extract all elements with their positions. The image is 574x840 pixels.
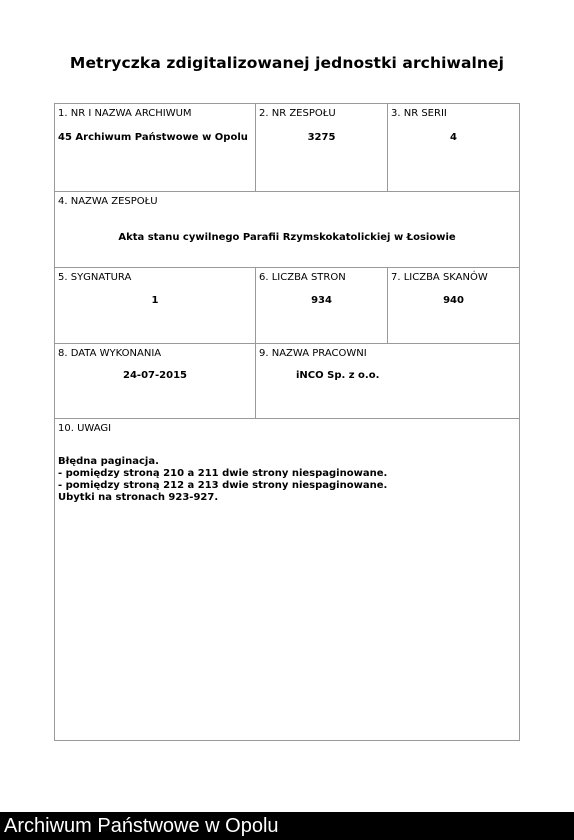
- series-number-value: 4: [450, 132, 457, 143]
- fond-number-cell: [256, 104, 387, 191]
- notes-label: 10. UWAGI: [58, 423, 112, 434]
- signature-cell: [55, 268, 255, 343]
- notes-cell: [55, 419, 519, 740]
- series-number-cell: [388, 104, 519, 191]
- archive-footer-bar: [0, 812, 574, 840]
- notes-line: Ubytki na stronach 923-927.: [58, 492, 219, 503]
- signature-label: 5. SYGNATURA: [58, 272, 132, 283]
- signature-value: 1: [151, 295, 159, 306]
- notes-text: [58, 456, 387, 504]
- metadata-form: [54, 103, 520, 741]
- scan-count-cell: [388, 268, 519, 343]
- notes-line: - pomiędzy stroną 212 a 213 dwie strony niespaginowane.: [58, 480, 388, 491]
- footer-text: Archiwum Państwowe w Opolu: [4, 815, 279, 837]
- studio-cell: [256, 344, 519, 418]
- fond-number-value: 3275: [307, 132, 336, 143]
- scan-count-value: 940: [443, 295, 464, 306]
- notes-line: Błędna paginacja.: [58, 456, 159, 467]
- page-count-label: 6. LICZBA STRON: [259, 272, 346, 283]
- archive-value: 45 Archiwum Państwowe w Opolu: [58, 132, 248, 143]
- date-label: 8. DATA WYKONANIA: [58, 348, 162, 359]
- archive-cell: [55, 104, 255, 191]
- date-cell: [55, 344, 255, 418]
- notes-line: - pomiędzy stroną 210 a 211 dwie strony niespaginowane.: [58, 468, 388, 479]
- page-count-value: 934: [311, 295, 332, 306]
- studio-value: iNCO Sp. z o.o.: [296, 370, 380, 381]
- date-value: 24-07-2015: [123, 370, 187, 381]
- document-title: Metryczka zdigitalizowanej jednostki archiwalnej: [69, 54, 505, 72]
- studio-label: 9. NAZWA PRACOWNI: [259, 348, 367, 359]
- fond-name-value: Akta stanu cywilnego Parafii Rzymskokatolickiej w Łosiowie: [118, 232, 456, 243]
- page-count-cell: [256, 268, 387, 343]
- fond-name-cell: [55, 192, 519, 267]
- fond-name-label: 4. NAZWA ZESPOŁU: [58, 196, 158, 207]
- scan-count-label: 7. LICZBA SKANÓW: [391, 272, 488, 283]
- series-number-label: 3. NR SERII: [391, 108, 447, 119]
- fond-number-label: 2. NR ZESPOŁU: [259, 108, 336, 119]
- archive-label: 1. NR I NAZWA ARCHIWUM: [58, 108, 192, 119]
